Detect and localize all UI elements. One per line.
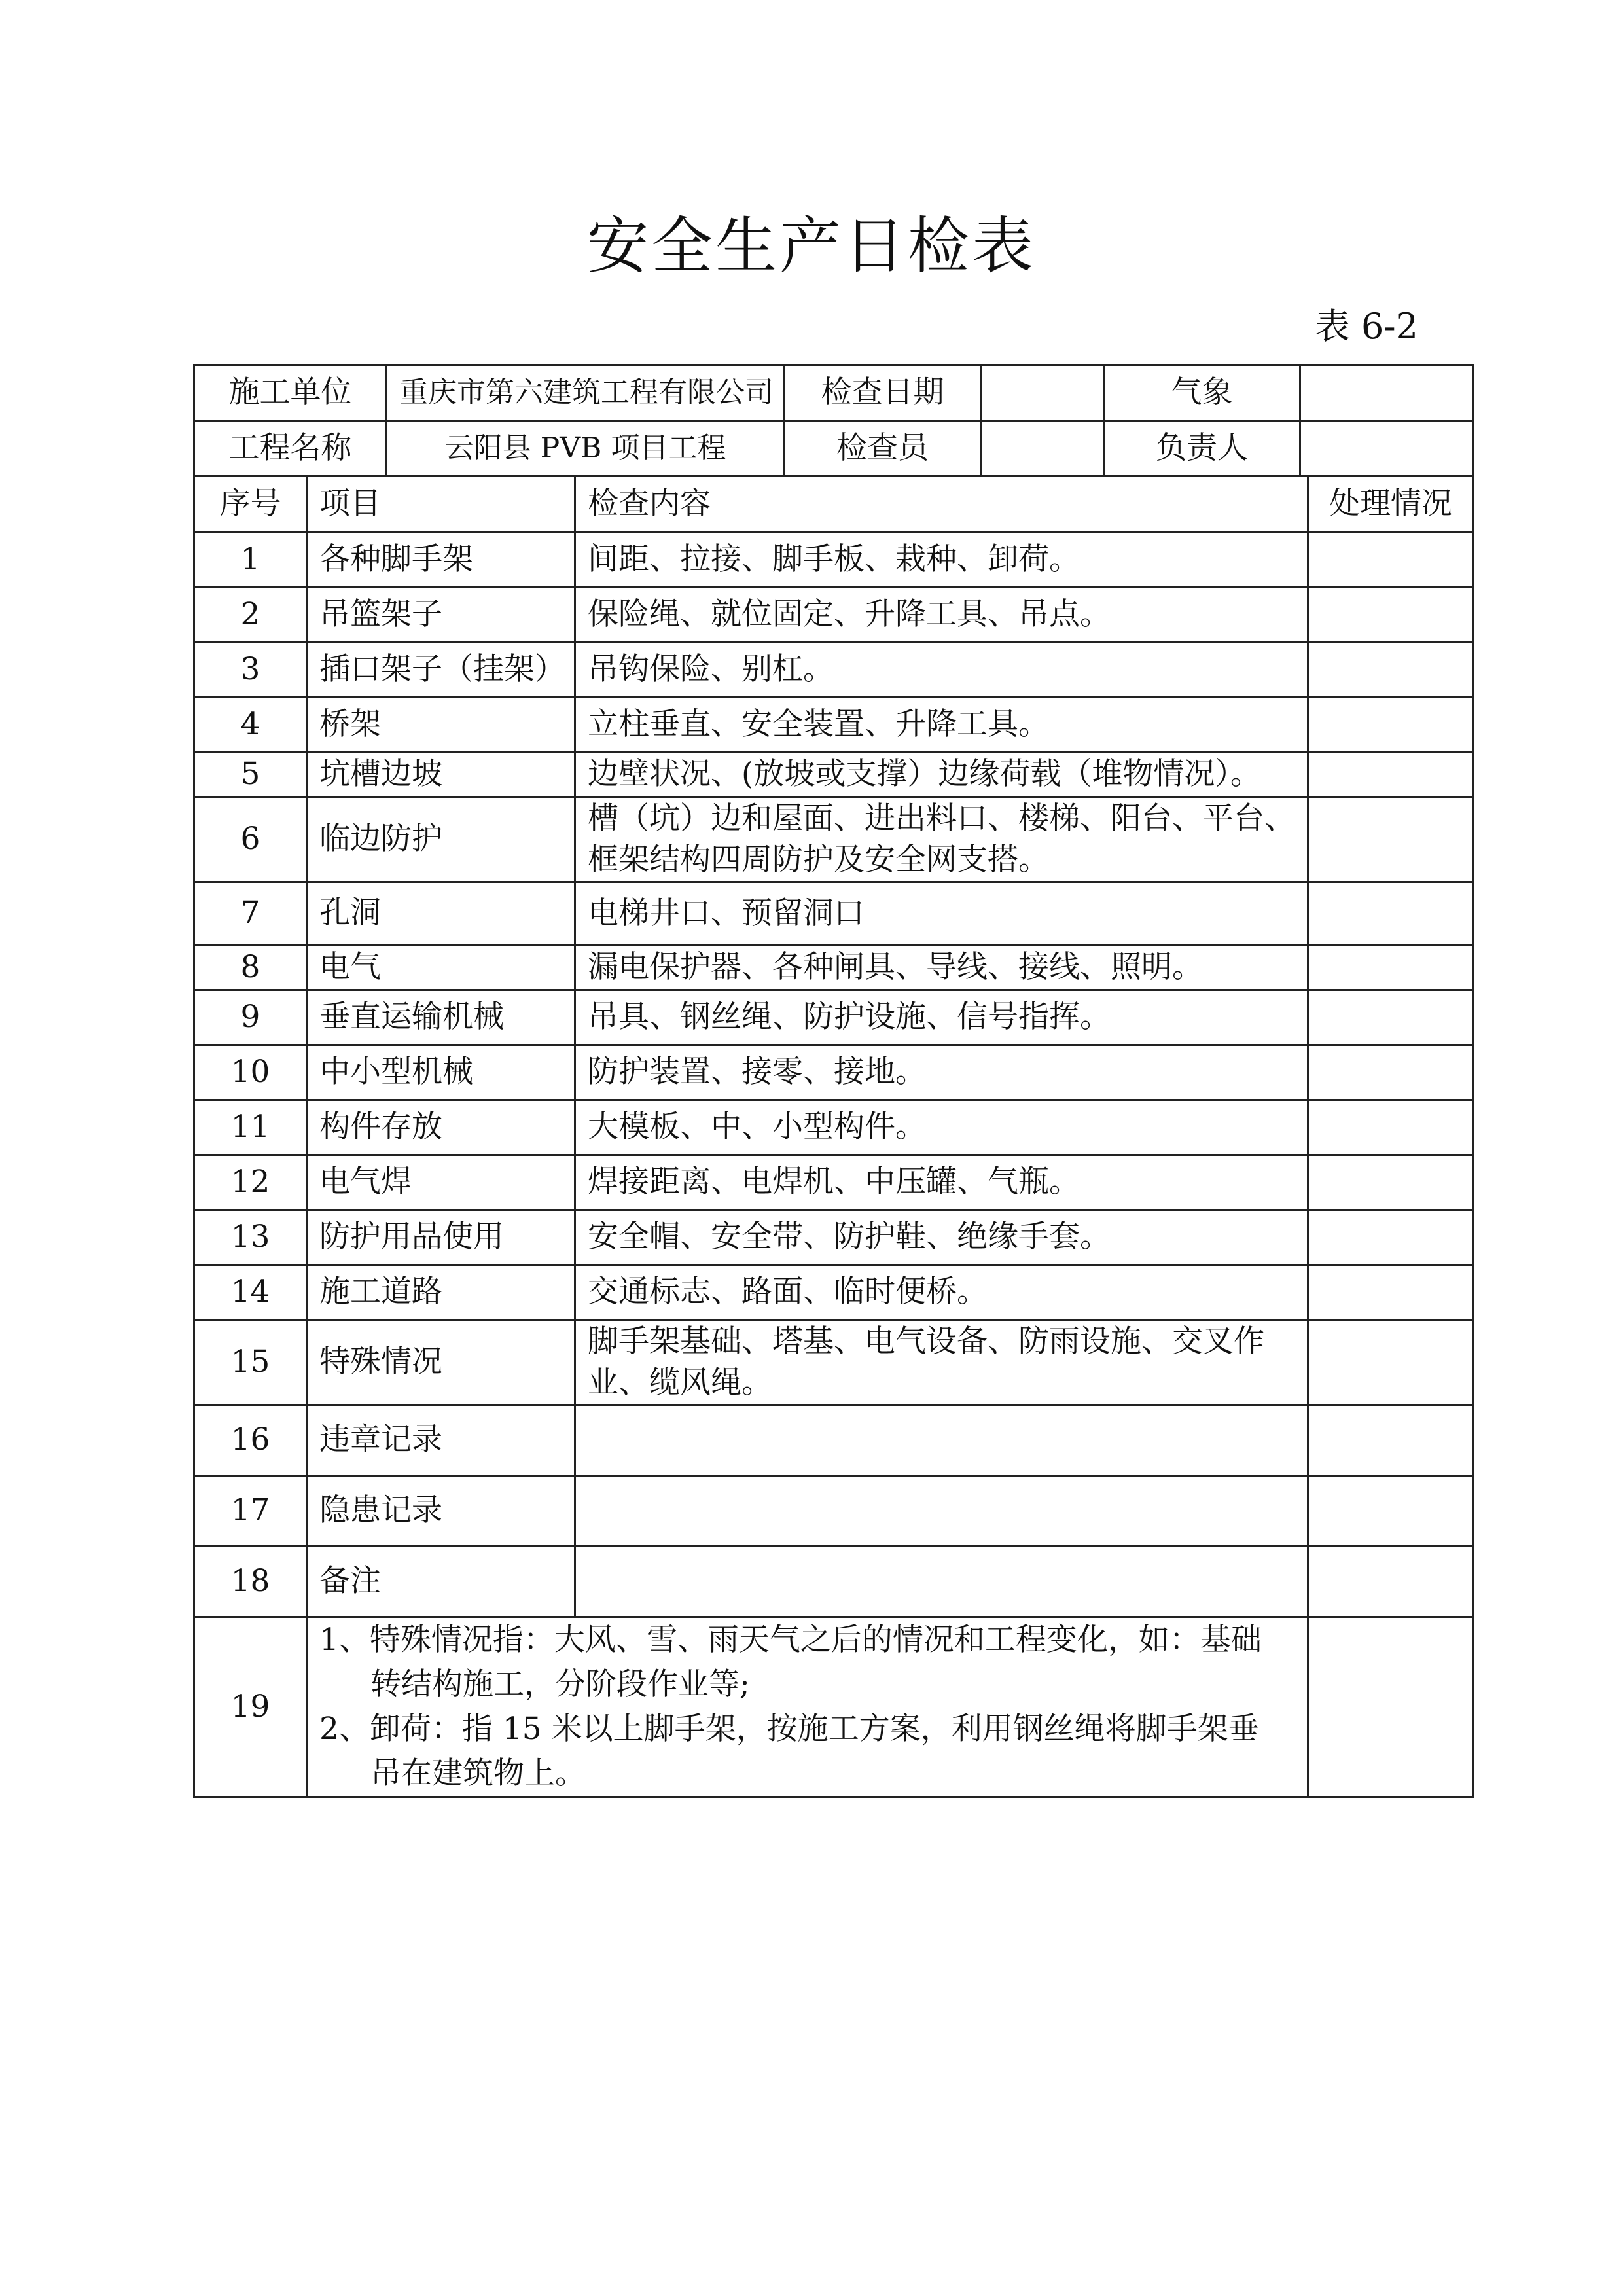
row-content: 保险绳、就位固定、升降工具、吊点。	[575, 587, 1308, 642]
row-number: 16	[194, 1405, 307, 1475]
info-row-1	[194, 365, 1474, 421]
column-header-item: 项目	[307, 476, 575, 532]
row-number: 9	[194, 990, 307, 1045]
row-item: 各种脚手架	[307, 532, 575, 587]
table-row	[194, 1155, 1474, 1210]
row-number: 5	[194, 752, 307, 797]
row-number: 6	[194, 797, 307, 882]
row-number: 8	[194, 944, 307, 990]
note-line: 2、卸荷：指 15 米以上脚手架，按施工方案，利用钢丝绳将脚手架垂	[319, 1710, 1259, 1747]
row-handling	[1308, 1045, 1474, 1100]
row-handling	[1308, 797, 1474, 882]
row-content: 吊钩保险、别杠。	[575, 642, 1308, 697]
row-item: 孔洞	[307, 882, 575, 944]
table-row	[194, 882, 1474, 944]
note-line: 吊在建筑物上。	[370, 1755, 586, 1792]
row-handling	[1308, 1265, 1474, 1319]
row-content: 焊接距离、电焊机、中压罐、气瓶。	[575, 1155, 1308, 1210]
row-handling	[1308, 587, 1474, 642]
row-number: 7	[194, 882, 307, 944]
note-line: 转结构施工，分阶段作业等;	[370, 1666, 750, 1702]
row-content: 吊具、钢丝绳、防护设施、信号指挥。	[575, 990, 1308, 1045]
row-content	[575, 1405, 1308, 1475]
row-content: 大模板、中、小型构件。	[575, 1100, 1308, 1155]
date-value	[981, 365, 1104, 421]
row-handling	[1308, 1617, 1474, 1797]
table-row	[194, 752, 1474, 797]
inspection-table	[193, 364, 1472, 1798]
inspector-label: 检查员	[785, 421, 981, 476]
row-item: 违章记录	[307, 1405, 575, 1475]
column-header-row	[194, 476, 1474, 532]
row-item: 防护用品使用	[307, 1210, 575, 1265]
page-title: 安全生产日检表	[586, 211, 1036, 282]
manager-label: 负责人	[1104, 421, 1300, 476]
row-handling	[1308, 1100, 1474, 1155]
row-handling	[1308, 1319, 1474, 1405]
table-row	[194, 532, 1474, 587]
row-item: 吊篮架子	[307, 587, 575, 642]
row-content: 安全帽、安全带、防护鞋、绝缘手套。	[575, 1210, 1308, 1265]
row-item: 特殊情况	[307, 1319, 575, 1405]
row-number: 3	[194, 642, 307, 697]
weather-label: 气象	[1104, 365, 1300, 421]
row-item: 电气焊	[307, 1155, 575, 1210]
row-content: 脚手架基础、塔基、电气设备、防雨设施、交叉作业、缆风绳。	[575, 1319, 1308, 1405]
row-number: 10	[194, 1045, 307, 1100]
row-content: 交通标志、路面、临时便桥。	[575, 1265, 1308, 1319]
table-row	[194, 1045, 1474, 1100]
row-item: 临边防护	[307, 797, 575, 882]
row-handling	[1308, 642, 1474, 697]
row-number: 14	[194, 1265, 307, 1319]
weather-value	[1300, 365, 1474, 421]
row-number: 13	[194, 1210, 307, 1265]
row-item: 垂直运输机械	[307, 990, 575, 1045]
notes-row	[194, 1617, 1474, 1797]
row-content: 边壁状况、(放坡或支撑）边缘荷载（堆物情况）。	[575, 752, 1308, 797]
row-handling	[1308, 1546, 1474, 1617]
row-number: 18	[194, 1546, 307, 1617]
table-number: 表 6-2	[1314, 306, 1418, 347]
row-item: 构件存放	[307, 1100, 575, 1155]
row-item: 隐患记录	[307, 1475, 575, 1546]
row-handling	[1308, 990, 1474, 1045]
row-handling	[1308, 697, 1474, 752]
row-item: 桥架	[307, 697, 575, 752]
row-handling	[1308, 882, 1474, 944]
row-content: 电梯井口、预留洞口	[575, 882, 1308, 944]
project-value: 云阳县 PVB 项目工程	[387, 421, 785, 476]
info-row-2	[194, 421, 1474, 476]
notes-content	[307, 1617, 1308, 1797]
table-row	[194, 1210, 1474, 1265]
row-handling	[1308, 532, 1474, 587]
table-row	[194, 1405, 1474, 1475]
row-handling	[1308, 944, 1474, 990]
row-item: 施工道路	[307, 1265, 575, 1319]
row-item: 坑槽边坡	[307, 752, 575, 797]
row-content: 间距、拉接、脚手板、栽种、卸荷。	[575, 532, 1308, 587]
row-handling	[1308, 1210, 1474, 1265]
row-number: 11	[194, 1100, 307, 1155]
table-row	[194, 697, 1474, 752]
inspector-value	[981, 421, 1104, 476]
unit-label: 施工单位	[194, 365, 387, 421]
row-number: 4	[194, 697, 307, 752]
unit-value: 重庆市第六建筑工程有限公司	[387, 365, 785, 421]
date-label: 检查日期	[785, 365, 981, 421]
table-row	[194, 944, 1474, 990]
row-content	[575, 1475, 1308, 1546]
row-number: 19	[194, 1617, 307, 1797]
row-number: 1	[194, 532, 307, 587]
table-row	[194, 1475, 1474, 1546]
row-number: 2	[194, 587, 307, 642]
note-line: 1、特殊情况指：大风、雪、雨天气之后的情况和工程变化，如：基础	[319, 1621, 1262, 1658]
row-item: 中小型机械	[307, 1045, 575, 1100]
row-content: 立柱垂直、安全装置、升降工具。	[575, 697, 1308, 752]
row-number: 17	[194, 1475, 307, 1546]
table-row	[194, 642, 1474, 697]
column-header-content: 检查内容	[575, 476, 1308, 532]
project-label: 工程名称	[194, 421, 387, 476]
table-row	[194, 797, 1474, 882]
row-handling	[1308, 752, 1474, 797]
row-content: 防护装置、接零、接地。	[575, 1045, 1308, 1100]
row-number: 15	[194, 1319, 307, 1405]
row-number: 12	[194, 1155, 307, 1210]
column-header-handling: 处理情况	[1308, 476, 1474, 532]
table-row	[194, 1319, 1474, 1405]
column-header-no: 序号	[194, 476, 307, 532]
row-handling	[1308, 1155, 1474, 1210]
row-item: 电气	[307, 944, 575, 990]
table-row	[194, 990, 1474, 1045]
manager-value	[1300, 421, 1474, 476]
row-handling	[1308, 1475, 1474, 1546]
table-row	[194, 1100, 1474, 1155]
row-content: 槽（坑）边和屋面、进出料口、楼梯、阳台、平台、框架结构四周防护及安全网支搭。	[575, 797, 1308, 882]
row-item: 插口架子（挂架）	[307, 642, 575, 697]
row-content: 漏电保护器、各种闸具、导线、接线、照明。	[575, 944, 1308, 990]
table-row	[194, 1265, 1474, 1319]
row-handling	[1308, 1405, 1474, 1475]
row-content	[575, 1546, 1308, 1617]
row-item: 备注	[307, 1546, 575, 1617]
table-row	[194, 587, 1474, 642]
table-row	[194, 1546, 1474, 1617]
